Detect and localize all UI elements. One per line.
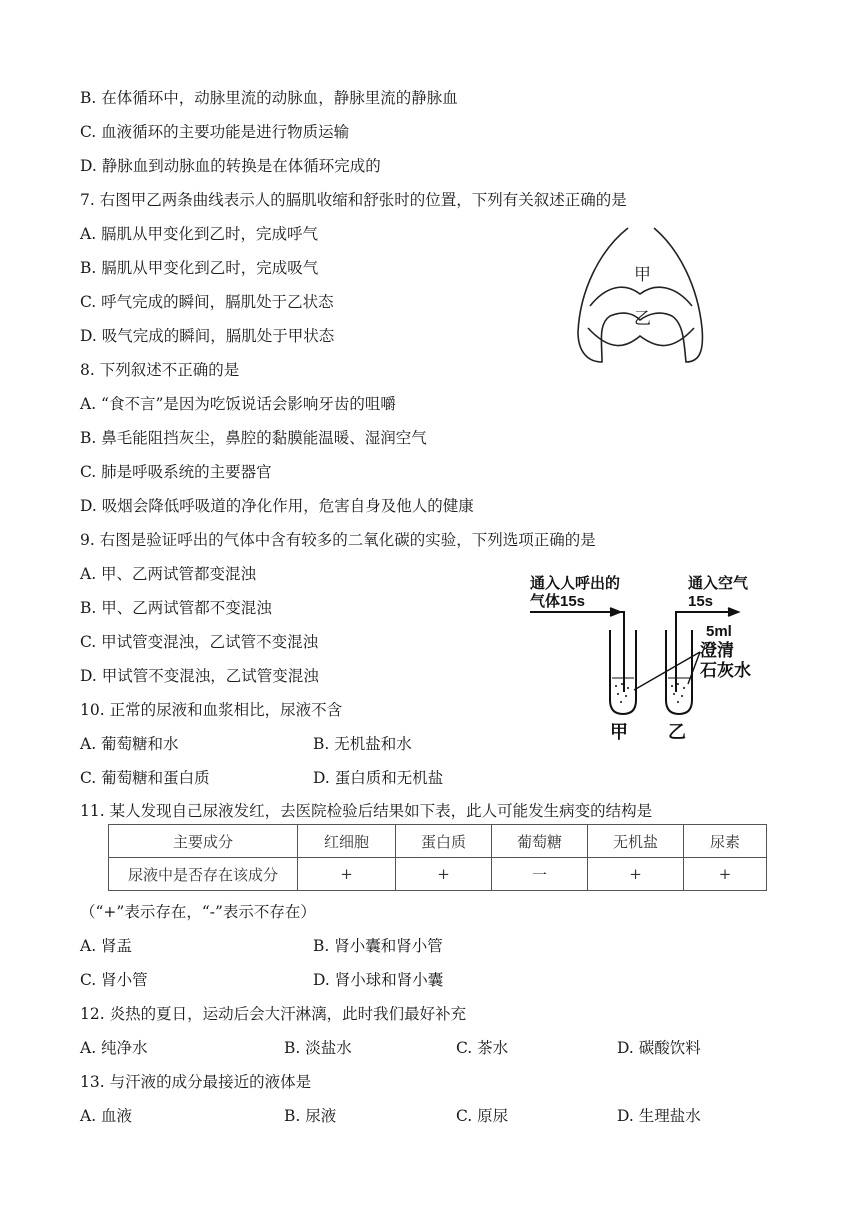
option-9d: D. 甲试管不变混浊，乙试管变混浊 xyxy=(80,667,319,685)
tube-label-yi: 乙 xyxy=(668,722,686,742)
option-12a: A. 纯净水 xyxy=(80,1039,148,1057)
caption-exhaled-1: 通入人呼出的 xyxy=(530,575,621,592)
option-7d: D. 吸气完成的瞬间，膈肌处于甲状态 xyxy=(80,327,335,345)
table-cell: 主要成分 xyxy=(109,825,298,858)
option-10a: A. 葡萄糖和水 xyxy=(80,735,179,753)
curve-jia xyxy=(590,287,692,306)
table-cell: + xyxy=(396,858,492,891)
test-tube-yi xyxy=(666,630,692,714)
arrow-left xyxy=(610,608,620,616)
option-9c: C. 甲试管变混浊，乙试管不变混浊 xyxy=(80,633,319,651)
option-12b: B. 淡盐水 xyxy=(284,1039,352,1057)
arrow-right xyxy=(728,608,738,616)
table-cell: + xyxy=(298,858,396,891)
diaphragm-figure xyxy=(576,224,706,369)
option-11c: C. 肾小管 xyxy=(80,971,148,989)
option-13d: D. 生理盐水 xyxy=(617,1107,701,1125)
option-7b: B. 膈肌从甲变化到乙时，完成吸气 xyxy=(80,259,319,277)
table-cell: 蛋白质 xyxy=(396,825,492,858)
option-11b: B. 肾小囊和肾小管 xyxy=(313,937,443,955)
caption-exhaled-2: 气体15s xyxy=(530,593,586,610)
option-12c: C. 茶水 xyxy=(456,1039,509,1057)
limewater-dots xyxy=(615,683,685,703)
option-8c: C. 肺是呼吸系统的主要器官 xyxy=(80,463,272,481)
chest-wall-outline xyxy=(578,228,702,362)
option-6c: C. 血液循环的主要功能是进行物质运输 xyxy=(80,123,350,141)
question-11: 11. 某人发现自己尿液发红，去医院检验后结果如下表，此人可能发生病变的结构是 xyxy=(80,802,653,820)
question-12: 12. 炎热的夏日，运动后会大汗淋漓，此时我们最好补充 xyxy=(80,1005,467,1023)
table-row xyxy=(109,858,767,891)
option-13a: A. 血液 xyxy=(80,1107,133,1125)
option-8a: A. “食不言”是因为吃饭说话会影响牙齿的咀嚼 xyxy=(80,395,396,413)
option-10d: D. 蛋白质和无机盐 xyxy=(313,769,444,787)
table-header-row xyxy=(109,825,767,858)
option-10c: C. 葡萄糖和蛋白质 xyxy=(80,769,210,787)
option-7a: A. 膈肌从甲变化到乙时，完成呼气 xyxy=(80,225,319,243)
table-cell: 无机盐 xyxy=(588,825,684,858)
question-7: 7. 右图甲乙两条曲线表示人的膈肌收缩和舒张时的位置，下列有关叙述正确的是 xyxy=(80,191,627,209)
option-11a: A. 肾盂 xyxy=(80,937,133,955)
curve-yi xyxy=(588,328,694,346)
caption-air-1: 通入空气 xyxy=(688,575,749,592)
label-yi: 乙 xyxy=(634,309,651,328)
table-cell: + xyxy=(588,858,684,891)
option-13b: B. 尿液 xyxy=(284,1107,337,1125)
table-cell: 红细胞 xyxy=(298,825,396,858)
reagent-label-2: 石灰水 xyxy=(700,661,751,680)
reagent-label-1: 澄清 xyxy=(700,641,734,660)
table-note: （“+”表示存在，“-”表示不存在） xyxy=(80,903,316,921)
option-13c: C. 原尿 xyxy=(456,1107,509,1125)
label-jia: 甲 xyxy=(634,265,651,284)
option-9b: B. 甲、乙两试管都不变混浊 xyxy=(80,599,272,617)
option-8b: B. 鼻毛能阻挡灰尘，鼻腔的黏膜能温暖、湿润空气 xyxy=(80,429,427,447)
option-9a: A. 甲、乙两试管都变混浊 xyxy=(80,565,257,583)
table-cell: 葡萄糖 xyxy=(492,825,588,858)
pointer-line-2 xyxy=(688,652,700,684)
caption-air-2: 15s xyxy=(688,593,714,610)
table-cell: 一 xyxy=(492,858,588,891)
question-8: 8. 下列叙述不正确的是 xyxy=(80,361,240,379)
option-6b: B. 在体循环中，动脉里流的动脉血，静脉里流的静脉血 xyxy=(80,89,458,107)
option-12d: D. 碳酸饮料 xyxy=(617,1039,701,1057)
option-11d: D. 肾小球和肾小囊 xyxy=(313,971,444,989)
volume-label: 5ml xyxy=(706,623,732,640)
table-cell: 尿液中是否存在该成分 xyxy=(109,858,298,891)
tube-label-jia: 甲 xyxy=(610,722,628,742)
limewater-experiment-figure xyxy=(528,572,776,744)
option-10b: B. 无机盐和水 xyxy=(313,735,412,753)
question-9: 9. 右图是验证呼出的气体中含有较多的二氧化碳的实验，下列选项正确的是 xyxy=(80,531,596,549)
question-13: 13. 与汗液的成分最接近的液体是 xyxy=(80,1073,312,1091)
option-8d: D. 吸烟会降低呼吸道的净化作用，危害自身及他人的健康 xyxy=(80,497,474,515)
option-7c: C. 呼气完成的瞬间，膈肌处于乙状态 xyxy=(80,293,334,311)
option-6d: D. 静脉血到动脉血的转换是在体循环完成的 xyxy=(80,157,381,175)
table-cell: 尿素 xyxy=(684,825,767,858)
table-cell: + xyxy=(684,858,767,891)
urine-component-table xyxy=(108,824,767,891)
question-10: 10. 正常的尿液和血浆相比，尿液不含 xyxy=(80,701,343,719)
